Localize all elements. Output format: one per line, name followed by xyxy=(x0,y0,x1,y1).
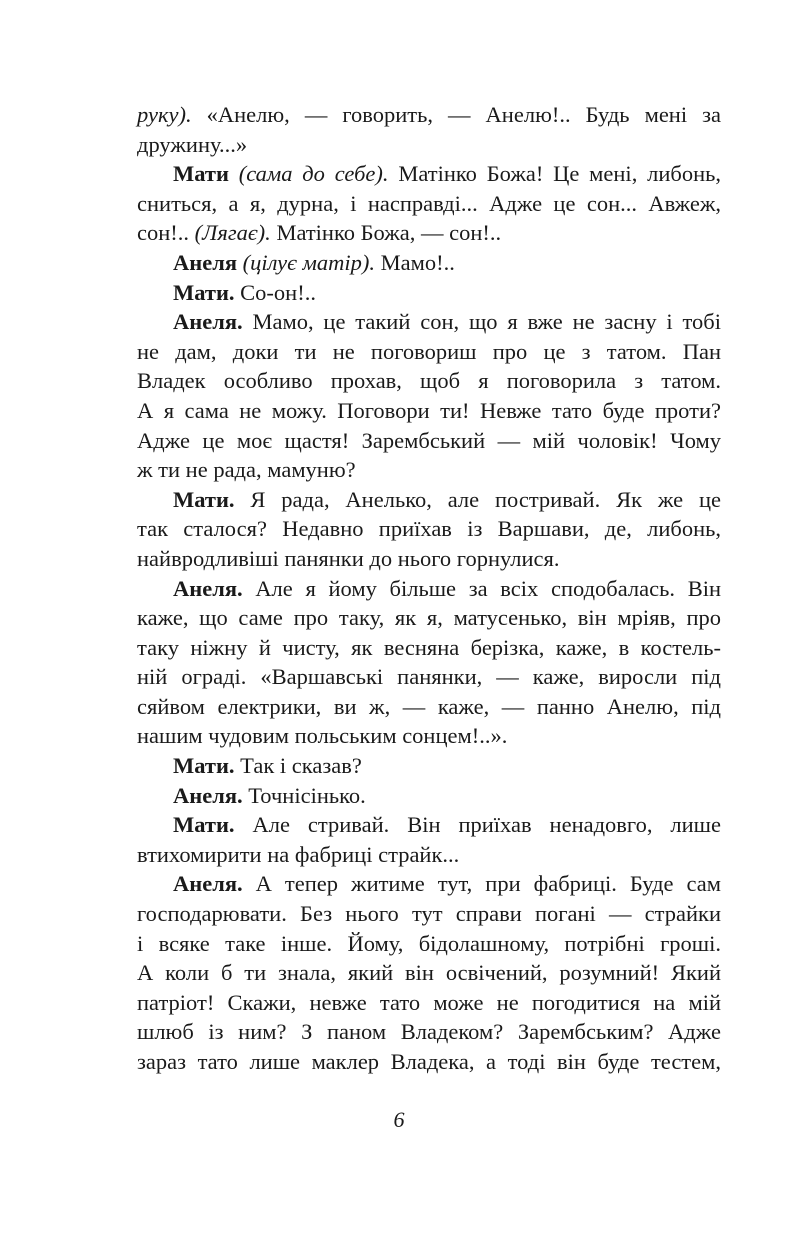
dialogue-text: Со-он!.. xyxy=(234,279,316,305)
space xyxy=(229,161,239,186)
dialogue-text: сяйвом електрики, ви ж, — каже, — панно Анелю, під xyxy=(137,693,721,719)
dialogue-text: Матінко Божа! Це мені, либонь, xyxy=(388,161,722,187)
text-line xyxy=(137,929,721,959)
text-line xyxy=(137,189,721,219)
text-line xyxy=(137,1017,721,1047)
stage-direction: руку). xyxy=(137,102,192,127)
dialogue-text: ній ограді. «Варшавські панянки, — каже, виросли під xyxy=(137,664,721,690)
dialogue-text: Точнісінько. xyxy=(242,782,366,808)
text-line xyxy=(137,218,721,248)
text-line xyxy=(137,544,721,574)
speaker-name: Анеля xyxy=(173,249,237,275)
text-line xyxy=(137,810,721,840)
text-line xyxy=(137,130,721,160)
dialogue-text: Але стривай. Він приїхав ненадовго, лише xyxy=(234,812,721,838)
text-line xyxy=(137,248,721,278)
stage-direction: (цілує матір). xyxy=(242,249,376,275)
text-line xyxy=(137,840,721,870)
dialogue-text: нашим чудовим польським сонцем!..». xyxy=(137,723,508,749)
text-line xyxy=(137,899,721,929)
stage-direction: (Лягає). xyxy=(194,220,271,246)
speaker-name: Мати. xyxy=(173,279,235,305)
text-line xyxy=(137,751,721,781)
dialogue-text: Так і сказав? xyxy=(234,753,362,779)
speaker-name: Анеля. xyxy=(173,309,243,335)
text-line xyxy=(137,988,721,1018)
dialogue-text: А я сама не можу. Поговори ти! Невже тато буде проти? xyxy=(137,397,721,423)
dialogue-text: Матінко Божа, — сон!.. xyxy=(270,220,502,246)
text-line xyxy=(137,307,721,337)
text-line xyxy=(137,159,721,189)
text-line xyxy=(137,781,721,811)
text-line xyxy=(137,278,721,308)
dialogue-text: таку ніжну й чисту, як весняна берізка, каже, в костель- xyxy=(137,634,721,660)
speaker-name: Анеля. xyxy=(173,782,243,808)
dialogue-text: каже, що саме про таку, як я, матусенько, він мріяв, про xyxy=(137,605,721,631)
speaker-name: Анеля. xyxy=(173,575,243,601)
text-line xyxy=(137,514,721,544)
dialogue-text: Адже це моє щастя! Зарембський — мій чоловік! Чому xyxy=(137,427,721,453)
speaker-name: Мати xyxy=(173,161,229,187)
page-number: 6 xyxy=(393,1107,405,1132)
text-line xyxy=(137,869,721,899)
stage-direction: (сама до себе). xyxy=(238,161,389,187)
text-line xyxy=(137,366,721,396)
dialogue-text: Я рада, Анелько, але постривай. Як же це xyxy=(234,486,721,512)
dialogue-text: так сталося? Недавно приїхав із Варшави, де, либонь, xyxy=(137,516,721,542)
text-line xyxy=(137,633,721,663)
dialogue-text: Мамо, це такий сон, що я вже не засну і тобі xyxy=(242,309,721,335)
text-line xyxy=(137,692,721,722)
dialogue-text: патріот! Скажи, невже тато може не погодитися на мій xyxy=(137,989,721,1015)
dialogue-text: зараз тато лише маклер Владека, а тоді він буде тестем, xyxy=(137,1049,721,1074)
dialogue-text: шлюб із ним? З паном Владеком? Зарембським? Адже xyxy=(137,1019,721,1045)
dialogue-text: «Анелю, — говорить, — Анелю!.. Будь мені за xyxy=(191,102,721,127)
speaker-name: Мати. xyxy=(173,812,235,838)
dialogue-text: Владек особливо прохав, щоб я поговорила з татом. xyxy=(137,368,721,394)
dialogue-text: А коли б ти знала, який він освічений, розумний! Який xyxy=(137,960,721,986)
dialogue-text: ж ти не рада, мамуню? xyxy=(137,457,356,483)
text-line xyxy=(137,603,721,633)
dialogue-text: господарювати. Без нього тут справи погані — страйки xyxy=(137,901,721,927)
text-line xyxy=(137,455,721,485)
dialogue-text: втихомирити на фабриці страйк... xyxy=(137,841,460,867)
text-line xyxy=(137,100,721,130)
speaker-name: Мати. xyxy=(173,486,235,512)
text-line xyxy=(137,662,721,692)
dialogue-text: Але я йому більше за всіх сподобалась. Він xyxy=(242,575,721,601)
text-line xyxy=(137,574,721,604)
text-line xyxy=(137,721,721,751)
page-text xyxy=(137,100,721,1077)
dialogue-text: Мамо!.. xyxy=(375,249,455,275)
dialogue-text: дружину...» xyxy=(137,131,248,157)
text-line xyxy=(137,485,721,515)
text-line xyxy=(137,958,721,988)
speaker-name: Анеля. xyxy=(173,871,243,897)
dialogue-text: і всяке таке інше. Йому, бідолашному, потрібні гроші. xyxy=(137,930,721,956)
dialogue-text: сниться, а я, дурна, і насправді... Адже це сон... Авжеж, xyxy=(137,190,721,216)
dialogue-text: А тепер житиме тут, при фабриці. Буде сам xyxy=(242,871,721,897)
dialogue-text: найвродливіші панянки до нього горнулися. xyxy=(137,545,560,571)
text-line xyxy=(137,426,721,456)
dialogue-text: не дам, доки ти не поговориш про це з татом. Пан xyxy=(137,338,721,364)
dialogue-text: сон!.. xyxy=(137,220,195,246)
text-line xyxy=(137,396,721,426)
text-line xyxy=(137,337,721,367)
speaker-name: Мати. xyxy=(173,753,235,779)
text-line xyxy=(137,1047,721,1077)
